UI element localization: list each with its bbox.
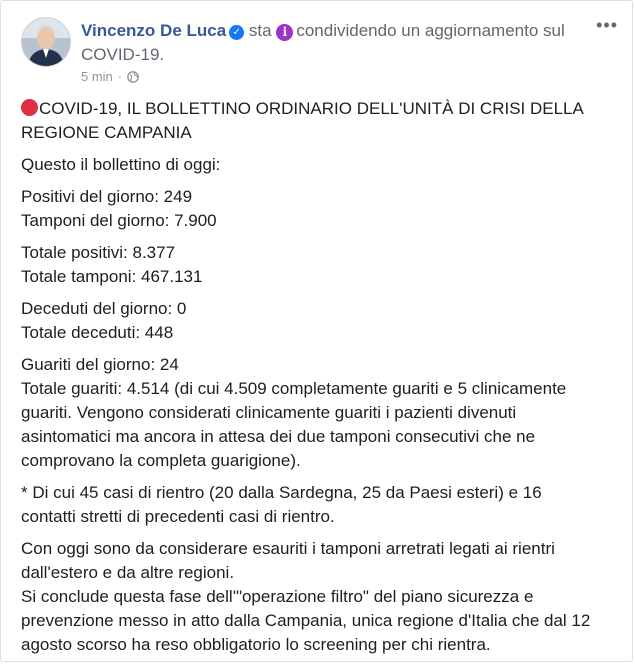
footnote-line: * Di cui 45 casi di rientro (20 dalla Sardegna, 25 da Paesi esteri) e 16 bbox=[21, 483, 542, 502]
footnote-paragraph bbox=[21, 481, 616, 529]
closing-line: prevenzione messo in atto dalla Campania, unica regione d'Italia che dal 12 bbox=[21, 611, 591, 630]
globe-icon[interactable] bbox=[127, 71, 139, 83]
verified-badge-icon: ✓ bbox=[229, 25, 244, 40]
stats-totals bbox=[21, 241, 616, 289]
info-icon: i bbox=[276, 24, 293, 41]
post-body bbox=[21, 97, 616, 665]
stat-line: comprovano la completa guarigione). bbox=[21, 451, 301, 470]
closing-line: dall'estero e da altre regioni. bbox=[21, 563, 235, 582]
intro-paragraph bbox=[21, 153, 616, 177]
post-meta bbox=[81, 69, 139, 84]
stat-line: Totale guariti: 4.514 (di cui 4.509 completamente guariti e 5 clinicamente bbox=[21, 379, 567, 398]
post-header bbox=[81, 19, 591, 67]
header-activity-text: condividendo un aggiornamento sul COVID-19. bbox=[81, 21, 565, 64]
stat-line: Tamponi del giorno: 7.900 bbox=[21, 211, 217, 230]
stat-line: Deceduti del giorno: 0 bbox=[21, 299, 187, 318]
more-options-icon[interactable]: ••• bbox=[596, 15, 618, 35]
stats-daily bbox=[21, 185, 616, 233]
stat-line: Totale positivi: 8.377 bbox=[21, 243, 176, 262]
author-avatar[interactable] bbox=[21, 17, 71, 67]
title-line: REGIONE CAMPANIA bbox=[21, 123, 192, 142]
stat-line: Positivi del giorno: 249 bbox=[21, 187, 193, 206]
closing-paragraph bbox=[21, 537, 616, 657]
stat-line: Totale tamponi: 467.131 bbox=[21, 267, 203, 286]
intro-text: Questo il bollettino di oggi: bbox=[21, 155, 221, 174]
stat-line: asintomatici ma ancora in attesa dei due tamponi consecutivi che ne bbox=[21, 427, 536, 446]
stats-deaths bbox=[21, 297, 616, 345]
red-circle-icon bbox=[21, 99, 38, 116]
closing-line: Con oggi sono da considerare esauriti i tamponi arretrati legati ai rientri bbox=[21, 539, 555, 558]
post-title bbox=[21, 97, 616, 145]
post-timestamp-link[interactable]: 5 min bbox=[81, 69, 113, 84]
meta-separator: · bbox=[117, 69, 123, 84]
closing-line: Si conclude questa fase dell'"operazione filtro" del piano sicurezza e bbox=[21, 587, 534, 606]
footnote-line: contatti stretti di precedenti casi di rientro. bbox=[21, 507, 335, 526]
stat-line: Guariti del giorno: 24 bbox=[21, 355, 179, 374]
header-verb: sta bbox=[248, 21, 272, 40]
stat-line: guariti. Vengono considerati clinicamente guariti i pazienti divenuti bbox=[21, 403, 517, 422]
closing-line: agosto scorso ha reso obbligatorio lo screening per chi rientra. bbox=[21, 635, 491, 654]
stats-recovered bbox=[21, 353, 616, 473]
title-line: COVID-19, IL BOLLETTINO ORDINARIO DELL'UNITÀ DI CRISI DELLA bbox=[39, 99, 584, 118]
stat-line: Totale deceduti: 448 bbox=[21, 323, 174, 342]
avatar-photo bbox=[22, 18, 70, 66]
author-name-link[interactable]: Vincenzo De Luca bbox=[81, 21, 227, 40]
